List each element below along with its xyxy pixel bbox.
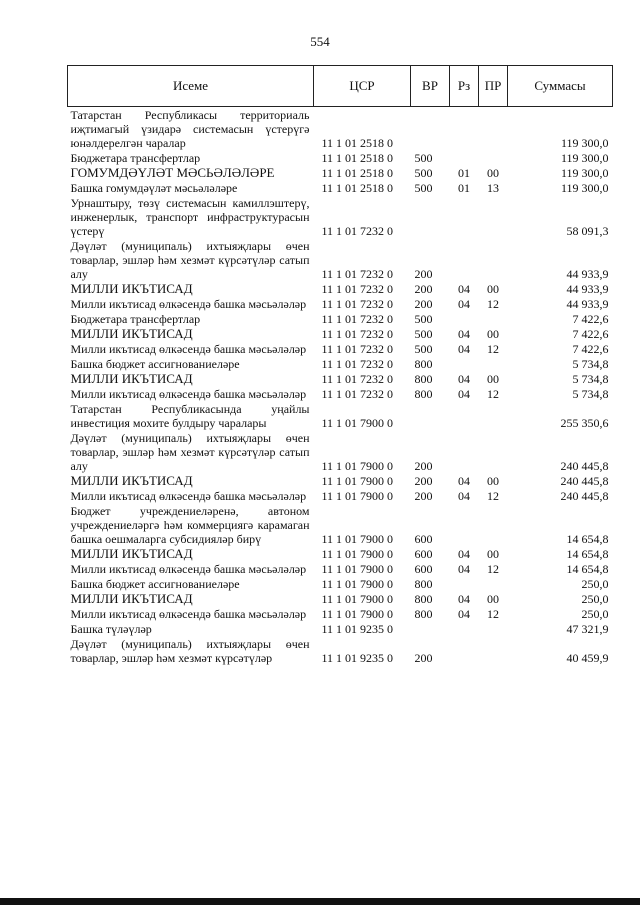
- cell-vr: 800: [414, 372, 433, 386]
- cell-sum: 119 300,0: [560, 181, 609, 195]
- cell-name: ГОМУМДӘҮЛӘТ МӘСЬӘЛӘЛӘРЕ: [70, 165, 275, 180]
- cell-csr: 11 1 01 7900 0: [321, 532, 394, 546]
- cell-sum: 14 654,8: [566, 547, 609, 561]
- cell-sum: 250,0: [581, 592, 609, 606]
- cell-name: МИЛЛИ ИКЪТИСАД: [70, 326, 193, 341]
- table-row: [68, 281, 613, 296]
- cell-rz: 01: [458, 181, 470, 195]
- cell-vr: 200: [414, 489, 433, 503]
- cell-vr: 800: [414, 357, 433, 371]
- cell-vr: [411, 107, 450, 151]
- cell-pr: 00: [487, 474, 499, 488]
- cell-rz: 01: [458, 166, 470, 180]
- cell-rz: [450, 636, 479, 665]
- cell-csr: 11 1 01 7900 0: [321, 577, 394, 591]
- cell-csr: 11 1 01 7232 0: [321, 267, 394, 281]
- cell-rz: 04: [458, 387, 470, 401]
- cell-sum: 240 445,8: [560, 459, 609, 473]
- cell-name: Башка гомумдәүләт мәсьәләләре: [70, 181, 238, 195]
- cell-vr: 500: [414, 166, 433, 180]
- cell-csr: 11 1 01 7900 0: [321, 592, 394, 606]
- cell-pr: 12: [487, 342, 499, 356]
- table-row: [68, 576, 613, 591]
- cell-name: Башка түләүләр: [70, 622, 152, 636]
- cell-name: Милли икътисад өлкәсендә башка мәсьәләләр: [70, 387, 307, 401]
- cell-pr: [479, 401, 508, 430]
- cell-csr: 11 1 01 2518 0: [321, 181, 394, 195]
- cell-rz: [450, 503, 479, 546]
- table-row: [68, 430, 613, 473]
- table-row: [68, 561, 613, 576]
- cell-csr: 11 1 01 7232 0: [321, 282, 394, 296]
- cell-pr: 12: [487, 607, 499, 621]
- header-csr: ЦСР: [314, 66, 411, 107]
- cell-pr: [479, 107, 508, 151]
- cell-vr: 200: [414, 297, 433, 311]
- cell-csr: 11 1 01 7232 0: [321, 327, 394, 341]
- cell-name: Бюджетара трансфертлар: [70, 312, 201, 326]
- cell-name: МИЛЛИ ИКЪТИСАД: [70, 546, 193, 561]
- cell-vr: 600: [414, 547, 433, 561]
- cell-pr: 00: [487, 372, 499, 386]
- header-pr: ПР: [479, 66, 508, 107]
- cell-name: Дәүләт (муниципаль) ихтыяҗлары өчен товарлар, эшләр һәм хезмәт күрсәтүләр сатып алу: [70, 431, 310, 473]
- cell-sum: 240 445,8: [560, 489, 609, 503]
- cell-vr: 200: [414, 282, 433, 296]
- cell-csr: 11 1 01 9235 0: [321, 651, 394, 665]
- cell-rz: 04: [458, 327, 470, 341]
- cell-name: Милли икътисад өлкәсендә башка мәсьәләләр: [70, 342, 307, 356]
- cell-vr: 500: [414, 181, 433, 195]
- cell-csr: 11 1 01 7232 0: [321, 224, 394, 238]
- table-row: [68, 238, 613, 281]
- cell-rz: [450, 311, 479, 326]
- cell-rz: [450, 576, 479, 591]
- cell-rz: 04: [458, 372, 470, 386]
- cell-sum: 58 091,3: [566, 224, 609, 238]
- cell-sum: 5 734,8: [572, 357, 609, 371]
- cell-rz: [450, 195, 479, 238]
- cell-csr: 11 1 01 2518 0: [321, 151, 394, 165]
- cell-csr: 11 1 01 7900 0: [321, 547, 394, 561]
- cell-name: Башка бюджет ассигнованиеләре: [70, 577, 240, 591]
- header-rz: Рз: [450, 66, 479, 107]
- cell-pr: [479, 576, 508, 591]
- header-sum: Суммасы: [508, 66, 613, 107]
- cell-vr: 500: [414, 327, 433, 341]
- cell-pr: 00: [487, 282, 499, 296]
- cell-sum: 255 350,6: [560, 416, 609, 430]
- cell-name: Урнаштыру, төзү системасын камиллэштерү, инженерлык, транспорт инфраструктурасын үстерү: [70, 196, 310, 238]
- table-row: [68, 386, 613, 401]
- cell-sum: 240 445,8: [560, 474, 609, 488]
- cell-vr: 200: [414, 474, 433, 488]
- cell-rz: 04: [458, 592, 470, 606]
- cell-rz: 04: [458, 489, 470, 503]
- cell-csr: 11 1 01 7900 0: [321, 459, 394, 473]
- cell-vr: [411, 195, 450, 238]
- table-row: [68, 371, 613, 386]
- table-row: [68, 503, 613, 546]
- cell-vr: 500: [414, 342, 433, 356]
- page-number: 554: [310, 34, 330, 49]
- table-row: [68, 326, 613, 341]
- cell-sum: 119 300,0: [560, 151, 609, 165]
- cell-rz: [450, 401, 479, 430]
- cell-sum: 7 422,6: [572, 312, 609, 326]
- cell-sum: 44 933,9: [566, 282, 609, 296]
- cell-pr: [479, 430, 508, 473]
- cell-csr: 11 1 01 7232 0: [321, 387, 394, 401]
- cell-pr: 00: [487, 327, 499, 341]
- cell-name: Башка бюджет ассигнованиеләре: [70, 357, 240, 371]
- cell-pr: 00: [487, 166, 499, 180]
- cell-name: Бюджет учреждениеләренә, автоном учреждениеләргә һәм коммерциягә карамаган башка оешмаларга субсидияләр бирү: [70, 504, 310, 546]
- table-row: [68, 195, 613, 238]
- table-row: [68, 636, 613, 665]
- cell-name: Бюджетара трансфертлар: [70, 151, 201, 165]
- cell-csr: 11 1 01 7900 0: [321, 562, 394, 576]
- cell-pr: [479, 356, 508, 371]
- cell-rz: 04: [458, 474, 470, 488]
- cell-pr: [479, 621, 508, 636]
- cell-pr: [479, 195, 508, 238]
- cell-pr: [479, 311, 508, 326]
- cell-pr: 12: [487, 489, 499, 503]
- cell-sum: 5 734,8: [572, 372, 609, 386]
- cell-vr: 800: [414, 387, 433, 401]
- cell-csr: 11 1 01 7232 0: [321, 372, 394, 386]
- cell-sum: 5 734,8: [572, 387, 609, 401]
- cell-rz: 04: [458, 607, 470, 621]
- cell-vr: 600: [414, 562, 433, 576]
- header-vr: ВР: [411, 66, 450, 107]
- cell-csr: 11 1 01 2518 0: [321, 136, 394, 150]
- cell-rz: [450, 238, 479, 281]
- cell-csr: 11 1 01 7900 0: [321, 607, 394, 621]
- cell-name: МИЛЛИ ИКЪТИСАД: [70, 281, 193, 296]
- table-row: [68, 591, 613, 606]
- cell-vr: [411, 621, 450, 636]
- cell-pr: 13: [487, 181, 499, 195]
- cell-pr: 00: [487, 592, 499, 606]
- table-row: [68, 356, 613, 371]
- table-row: [68, 621, 613, 636]
- cell-name: Дәүләт (муниципаль) ихтыяҗлары өчен товарлар, эшләр һәм хезмәт күрсәтүләр сатып алу: [70, 239, 310, 281]
- scan-bottom-edge: [0, 898, 640, 905]
- cell-rz: [450, 430, 479, 473]
- cell-name: Милли икътисад өлкәсендә башка мәсьәләләр: [70, 562, 307, 576]
- cell-pr: [479, 636, 508, 665]
- cell-rz: 04: [458, 562, 470, 576]
- cell-vr: 500: [414, 312, 433, 326]
- cell-sum: 14 654,8: [566, 562, 609, 576]
- cell-rz: [450, 150, 479, 165]
- cell-vr: 200: [414, 459, 433, 473]
- cell-rz: [450, 356, 479, 371]
- cell-sum: 47 321,9: [566, 622, 609, 636]
- cell-pr: 12: [487, 562, 499, 576]
- cell-name: Татарстан Республикасында уңайлы инвестиция мохите булдыру чаралары: [70, 402, 310, 430]
- cell-name: МИЛЛИ ИКЪТИСАД: [70, 371, 193, 386]
- cell-sum: 44 933,9: [566, 297, 609, 311]
- cell-csr: 11 1 01 7900 0: [321, 416, 394, 430]
- cell-sum: 14 654,8: [566, 532, 609, 546]
- cell-vr: 200: [414, 267, 433, 281]
- cell-csr: 11 1 01 7232 0: [321, 342, 394, 356]
- cell-name: Милли икътисад өлкәсендә башка мәсьәләләр: [70, 297, 307, 311]
- cell-csr: 11 1 01 7900 0: [321, 474, 394, 488]
- cell-rz: 04: [458, 342, 470, 356]
- cell-sum: 7 422,6: [572, 327, 609, 341]
- header-name: Исеме: [68, 66, 314, 107]
- budget-table: [67, 65, 613, 665]
- cell-name: МИЛЛИ ИКЪТИСАД: [70, 473, 193, 488]
- table-header-row: [68, 66, 613, 107]
- cell-pr: [479, 238, 508, 281]
- table-row: [68, 296, 613, 311]
- cell-vr: [411, 401, 450, 430]
- table-row: [68, 180, 613, 195]
- cell-vr: 800: [414, 592, 433, 606]
- cell-pr: [479, 503, 508, 546]
- cell-name: МИЛЛИ ИКЪТИСАД: [70, 591, 193, 606]
- cell-vr: 800: [414, 577, 433, 591]
- cell-name: Милли икътисад өлкәсендә башка мәсьәләләр: [70, 489, 307, 503]
- cell-sum: 40 459,9: [566, 651, 609, 665]
- table-row: [68, 311, 613, 326]
- cell-sum: 250,0: [581, 577, 609, 591]
- table-row: [68, 606, 613, 621]
- table-row: [68, 341, 613, 356]
- cell-vr: 600: [414, 532, 433, 546]
- cell-vr: 500: [414, 151, 433, 165]
- table-row: [68, 546, 613, 561]
- cell-rz: [450, 621, 479, 636]
- cell-rz: 04: [458, 297, 470, 311]
- cell-sum: 119 300,0: [560, 136, 609, 150]
- cell-pr: 00: [487, 547, 499, 561]
- cell-rz: [450, 107, 479, 151]
- cell-csr: 11 1 01 7232 0: [321, 357, 394, 371]
- cell-csr: 11 1 01 2518 0: [321, 166, 394, 180]
- cell-csr: 11 1 01 7232 0: [321, 312, 394, 326]
- cell-name: Дәүләт (муниципаль) ихтыяҗлары өчен товарлар, эшләр һәм хезмәт күрсәтүләр: [70, 637, 310, 665]
- cell-pr: [479, 150, 508, 165]
- cell-vr: 800: [414, 607, 433, 621]
- cell-pr: 12: [487, 387, 499, 401]
- table-row: [68, 401, 613, 430]
- cell-csr: 11 1 01 7232 0: [321, 297, 394, 311]
- cell-sum: 44 933,9: [566, 267, 609, 281]
- cell-csr: 11 1 01 9235 0: [321, 622, 394, 636]
- cell-sum: 7 422,6: [572, 342, 609, 356]
- cell-csr: 11 1 01 7900 0: [321, 489, 394, 503]
- cell-rz: 04: [458, 547, 470, 561]
- cell-name: Татарстан Республикасы территориаль иҗтимагый үзидарә системасын үстерүгә юнәлдерелгән чаралар: [70, 108, 310, 150]
- cell-vr: 200: [414, 651, 433, 665]
- table-row: [68, 107, 613, 151]
- table-row: [68, 473, 613, 488]
- table-row: [68, 165, 613, 180]
- cell-sum: 119 300,0: [560, 166, 609, 180]
- cell-sum: 250,0: [581, 607, 609, 621]
- table-row: [68, 150, 613, 165]
- cell-name: Милли икътисад өлкәсендә башка мәсьәләләр: [70, 607, 307, 621]
- table-row: [68, 488, 613, 503]
- cell-pr: 12: [487, 297, 499, 311]
- cell-rz: 04: [458, 282, 470, 296]
